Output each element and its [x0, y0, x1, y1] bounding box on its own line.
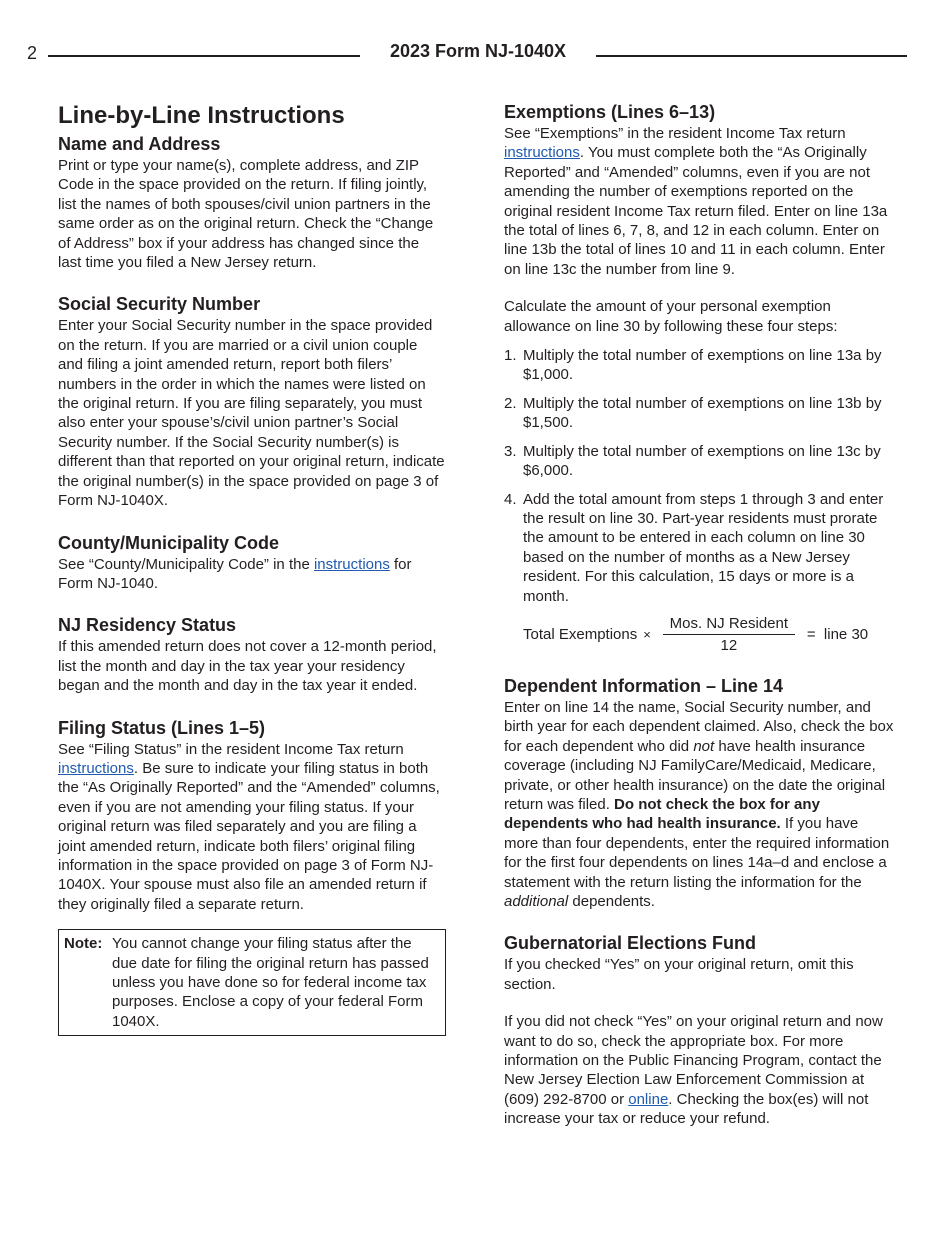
residency-heading: NJ Residency Status [58, 615, 237, 636]
page-number: 2 [27, 43, 38, 63]
step-text: Multiply the total number of exemptions on line 13a by $1,000. [523, 347, 882, 384]
exemption-step [504, 442, 896, 481]
county-text-after: for Form NJ-1040. [58, 555, 412, 592]
dependent-text-bold: Do not check the box for any dependents who had health insurance. [504, 795, 820, 833]
formula-times: × [643, 626, 651, 642]
ssn-text: Enter your Social Security number in the space provided on the return. If you are married or a civil union couple and filing a joint amended return, report both filers’ numbers in the order in which the names were listed on the original return. If you are filing separately, you must also enter your spouse’s/civil union partner’s Social Security number. If the Social Security number(s) is different than that reported on your original return, indicate the original number(s) in the space provided on page 3 of Form NJ-1040X. [58, 317, 445, 510]
left-column [58, 100, 446, 1036]
county-heading: County/Municipality Code [58, 532, 280, 553]
gubernatorial-heading: Gubernatorial Elections Fund [504, 933, 757, 954]
formula-left: Total Exemptions [523, 625, 638, 643]
filing-text-after: . Be sure to indicate your filing status in both the “As Originally Reported” and the “Amended” columns, even if you are not amending your filing status. If your original return was filed separately and you are filing a joint amended return, indicate both filers’ original filing information in the space provided on page 3 of Form NJ-1040X. Your spouse must also file an amended return if they originally filed a separate return. [58, 759, 440, 913]
exemptions-text-after: . You must complete both the “As Originally Reported” and “Amended” columns, even if you are not amending the number of exemptions reported on the original resident Income Tax return filed. Enter on line 13a the total of lines 6, 7, 8, and 12 in each column. Enter on line 13b the total of lines 10 and 11 in each column. Enter on line 13c the number from line 9. [504, 144, 888, 278]
gubernatorial-text-before: If you did not check “Yes” on your original return and now want to do so, check the appropriate box. For more information on the Public Financing Program, contact the New Jersey Election Law Enforcement Commission at (609) 292-8700 or [504, 1013, 883, 1108]
exemptions-text [504, 124, 896, 279]
dependent-text-italic-additional: additional [504, 893, 569, 910]
dependent-text-italic-not: not [693, 737, 715, 755]
page-header [0, 38, 950, 68]
ssn-section [58, 292, 446, 510]
exemptions-heading: Exemptions (Lines 6–13) [504, 102, 716, 122]
note-label: Note: [64, 935, 103, 953]
exemptions-instructions-link[interactable]: instructions [504, 144, 580, 162]
gubernatorial-text-after: . Checking the box(es) will not increase your tax or reduce your refund. [504, 1090, 869, 1128]
exemption-step [504, 394, 896, 433]
step-number: 4. [504, 490, 517, 508]
step-text: Multiply the total number of exemptions on line 13b by $1,500. [523, 394, 882, 432]
filing-status-section [58, 716, 446, 915]
header-rule-right [596, 55, 907, 57]
gubernatorial-text-1: If you checked “Yes” on your original return, omit this section. [504, 956, 854, 993]
formula-result: = line 30 [806, 625, 869, 643]
county-text [58, 555, 446, 594]
residency-section [58, 613, 446, 695]
dependent-text-4: dependents. [568, 893, 655, 910]
right-column [504, 100, 896, 1129]
formula-fraction [663, 615, 795, 654]
gubernatorial-text-2 [504, 1012, 896, 1128]
exemption-calc-intro: Calculate the amount of your personal exemption allowance on line 30 by following these four steps: [504, 298, 838, 335]
filing-text-before: See “Filing Status” in the resident Income Tax return [58, 740, 404, 758]
note-box [58, 929, 446, 1036]
county-section [58, 531, 446, 594]
ssn-heading: Social Security Number [58, 294, 261, 315]
formula-numerator: Mos. NJ Resident [663, 615, 795, 635]
header-rule-left [48, 55, 360, 57]
dependent-text-1: Enter on line 14 the name, Social Security number, and birth year for each dependent claimed. Also, check the box for each dependent who did [504, 698, 894, 755]
instructions-title: Line-by-Line Instructions [58, 102, 345, 129]
name-address-heading: Name and Address [58, 134, 221, 154]
form-title: 2023 Form NJ-1040X [389, 41, 567, 61]
step-number: 1. [504, 347, 517, 365]
dependent-text-3: If you have more than four dependents, enter the required information for the first four dependents on lines 14a–d and enclose a statement with the return listing the information for the [504, 815, 890, 891]
note-text: You cannot change your filing status after the due date for filing the original return has passed unless you have done so for federal income tax purposes. Enclose a copy of your federal Form 1040X. [112, 935, 429, 1030]
step-text: Multiply the total number of exemptions on line 13c by $6,000. [523, 442, 881, 480]
dependent-section [504, 674, 896, 911]
exemptions-section [504, 100, 896, 654]
exemption-step [504, 490, 896, 606]
filing-status-text [58, 740, 446, 915]
step-number: 3. [504, 442, 517, 460]
dependent-text [504, 698, 896, 911]
exemption-formula [523, 615, 896, 654]
step-text: Add the total amount from steps 1 through 3 and enter the result on line 30. Part-year residents must prorate the amount to be entered in each column on line 30 based on the number of months as a New Jersey resident. For this calculation, 15 days or more is a month. [523, 490, 884, 605]
step-number: 2. [504, 394, 517, 412]
exemption-step [504, 346, 896, 385]
dependent-text-2: have health insurance coverage (including NJ FamilyCare/Medicaid, Medicare, private, or other health insurance) on the date the original return was filed. [504, 737, 886, 813]
exemption-steps-list [504, 346, 896, 606]
residency-text: If this amended return does not cover a 12-month period, list the month and day in the tax year your residency began and the month and day in the tax year it ended. [58, 638, 437, 695]
name-address-text: Print or type your name(s), complete address, and ZIP Code in the space provided on the return. If filing jointly, list the names of both spouses/civil union partners in the same order as on the original return. Check the “Change of Address” box if your address has changed since the last time you filed a New Jersey return. [58, 157, 434, 272]
exemptions-text-before: See “Exemptions” in the resident Income Tax return [504, 125, 846, 142]
county-text-before: See “County/Municipality Code” in the [58, 555, 314, 573]
county-instructions-link[interactable]: instructions [313, 555, 390, 573]
gubernatorial-online-link[interactable]: online [628, 1090, 669, 1108]
name-address-section [58, 132, 446, 272]
filing-status-heading: Filing Status (Lines 1–5) [58, 717, 266, 738]
formula-denominator: 12 [720, 636, 738, 654]
dependent-heading: Dependent Information – Line 14 [504, 675, 784, 696]
gubernatorial-section [504, 931, 896, 1128]
filing-instructions-link[interactable]: instructions [58, 759, 134, 777]
